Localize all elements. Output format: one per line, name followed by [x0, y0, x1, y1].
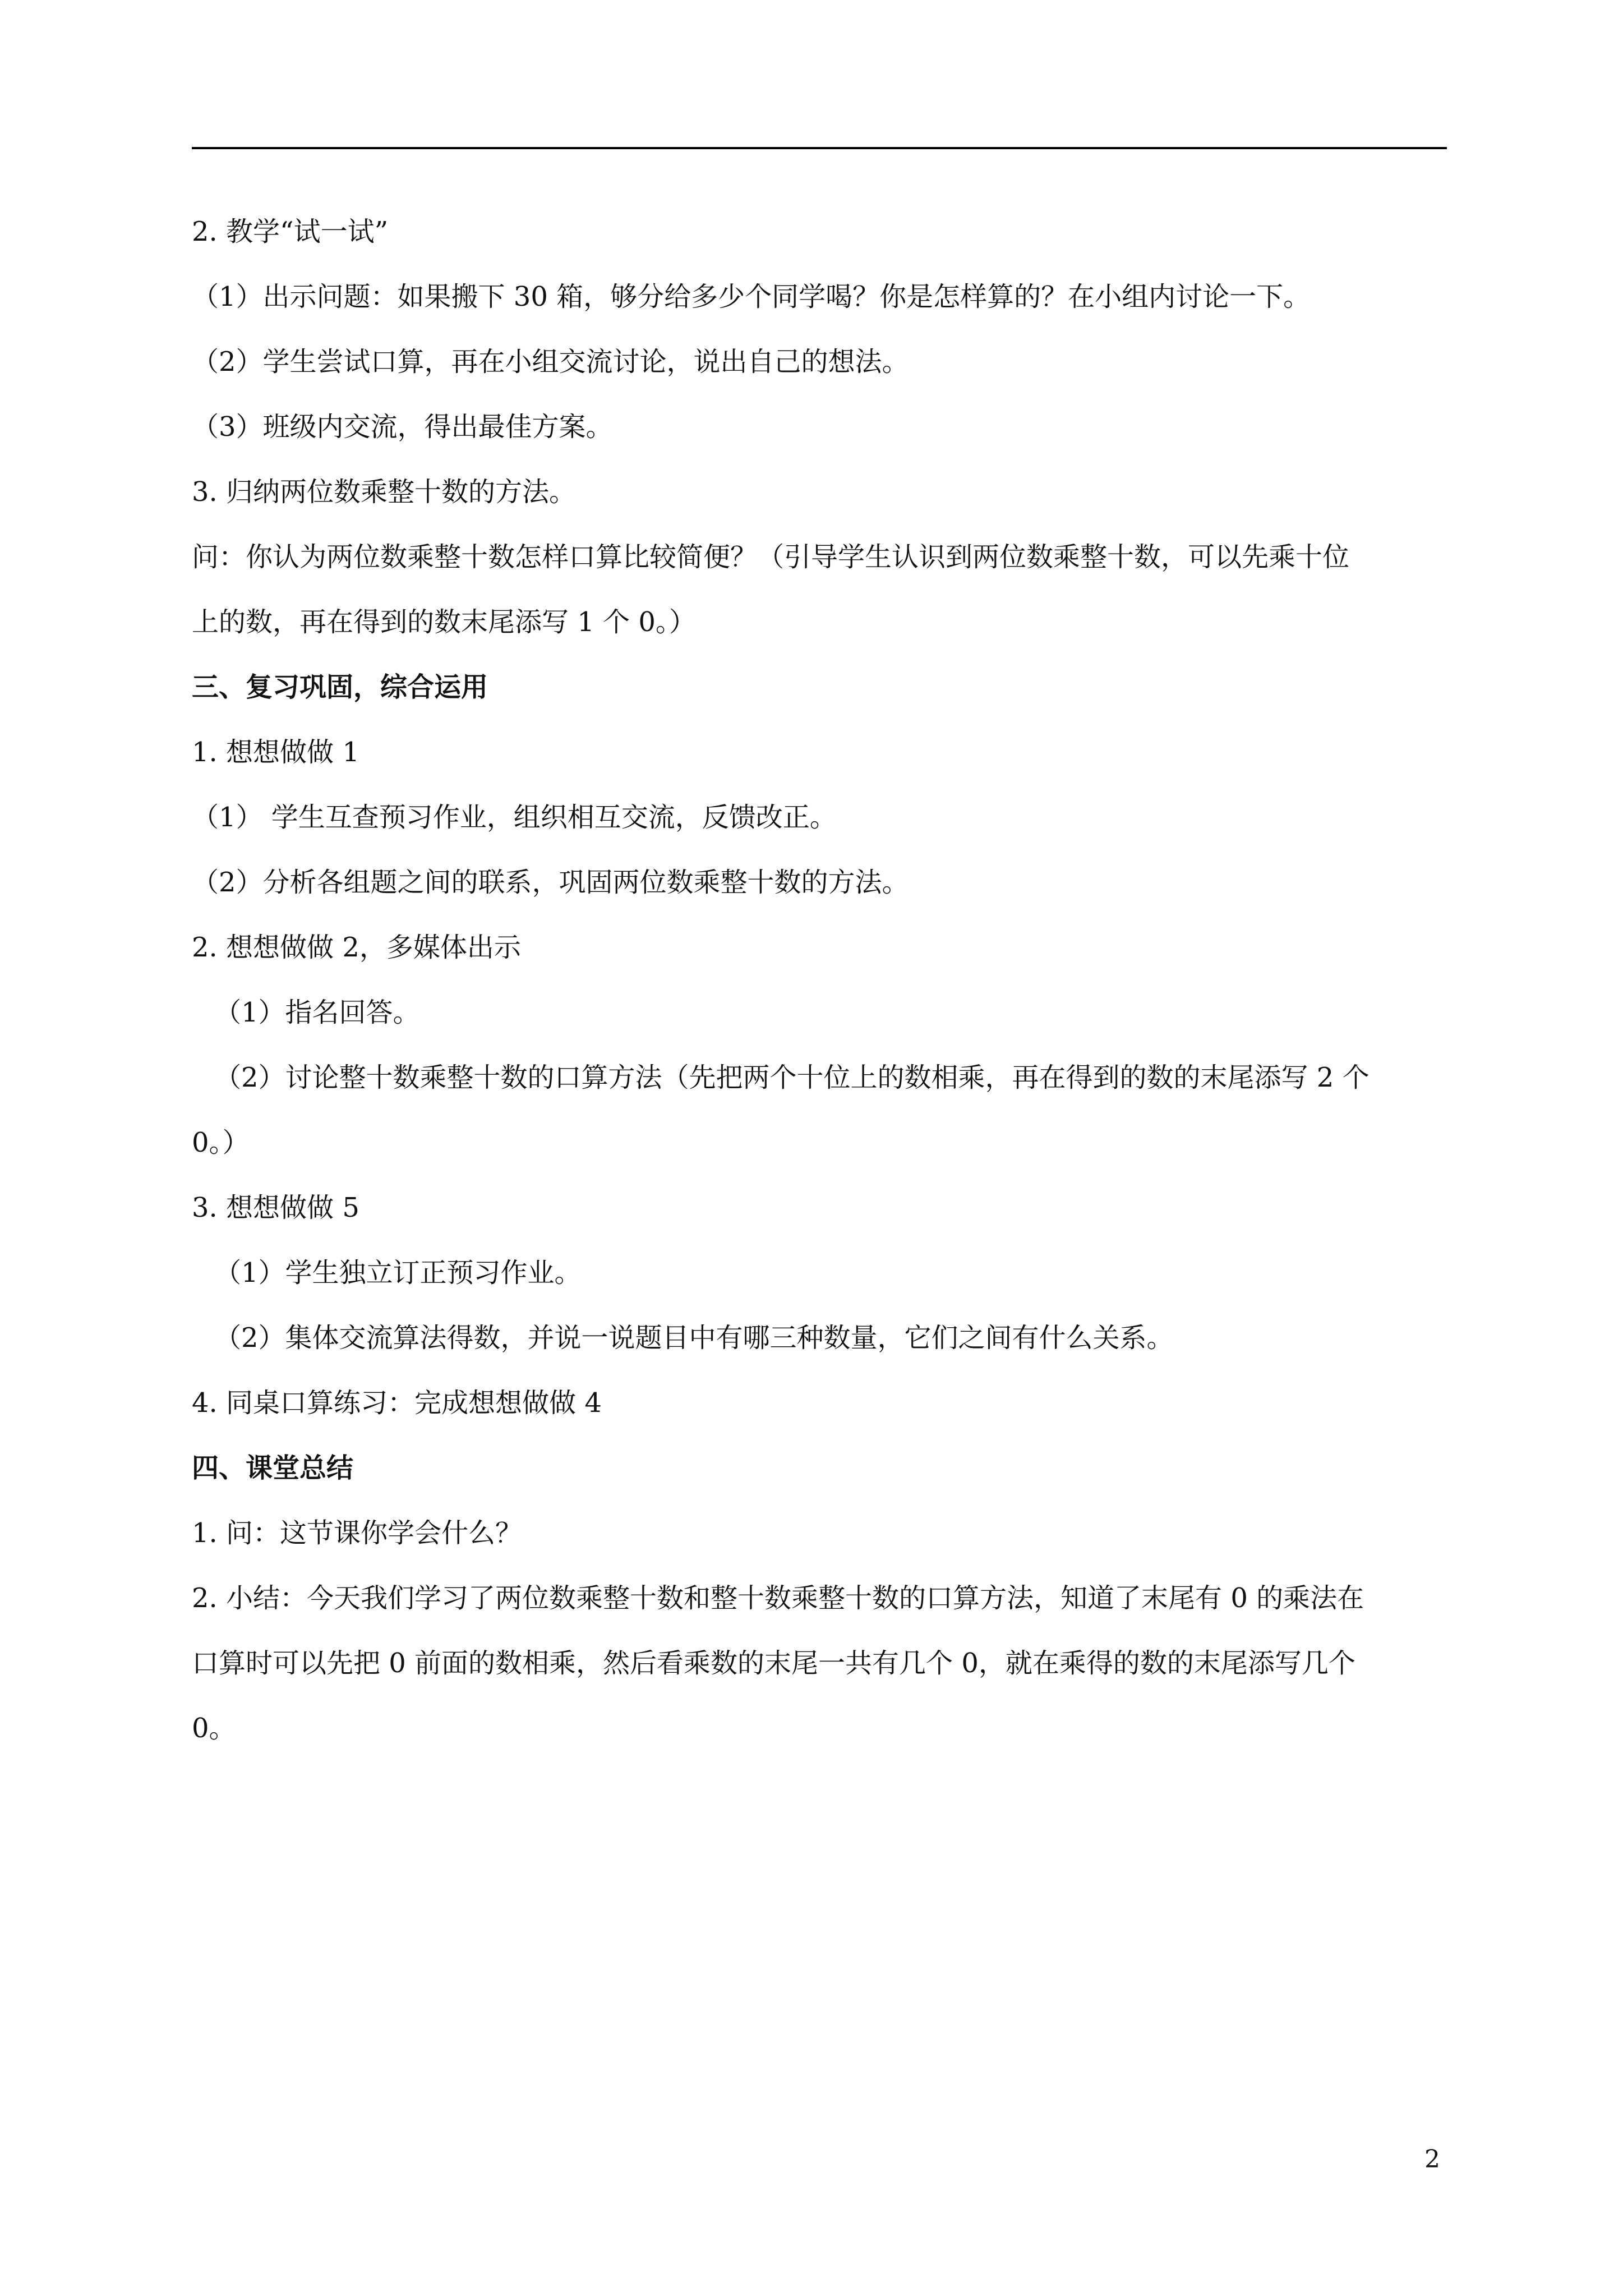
summary-line-1: 2. 小结：今天我们学习了两位数乘整十数和整十数乘整十数的口算方法，知道了末尾有 0 的乘法在 — [192, 1582, 1364, 1614]
practice-2-item-2-line-1: （2）讨论整十数乘整十数的口算方法（先把两个十位上的数相乘，再在得到的数的末尾添写 2 个 — [214, 1062, 1370, 1093]
summary-line-2: 口算时可以先把 0 前面的数相乘，然后看乘数的末尾一共有几个 0，就在乘得的数的末尾添写几个 — [192, 1648, 1355, 1679]
practice-5-item-2: （2）集体交流算法得数，并说一说题目中有哪三种数量，它们之间有什么关系。 — [214, 1322, 1174, 1354]
summary-question: 1. 问：这节课你学会什么？ — [192, 1517, 523, 1549]
step-2-item-3: （3）班级内交流，得出最佳方案。 — [192, 411, 613, 443]
section-4-heading: 四、课堂总结 — [192, 1452, 354, 1484]
practice-2-heading: 2. 想想做做 2，多媒体出示 — [192, 932, 521, 963]
practice-1-item-1: （1） 学生互查预习作业，组织相互交流，反馈改正。 — [192, 802, 837, 833]
practice-1-item-2: （2）分析各组题之间的联系，巩固两位数乘整十数的方法。 — [192, 867, 909, 898]
page-number: 2 — [1424, 2145, 1440, 2174]
section-3-heading: 三、复习巩固，综合运用 — [192, 671, 488, 703]
practice-2-item-2-line-2: 0。） — [192, 1127, 250, 1158]
practice-4-line: 4. 同桌口算练习：完成想想做做 4 — [192, 1387, 602, 1419]
practice-5-item-1: （1）学生独立订正预习作业。 — [214, 1257, 582, 1289]
step-3-heading: 3. 归纳两位数乘整十数的方法。 — [192, 476, 577, 508]
step-2-heading: 2. 教学“试一试” — [192, 216, 389, 247]
summary-line-3: 0。 — [192, 1713, 236, 1744]
question-line-1: 问：你认为两位数乘整十数怎样口算比较简便？（引导学生认识到两位数乘整十数，可以先乘十位 — [192, 541, 1350, 573]
practice-5-heading: 3. 想想做做 5 — [192, 1192, 359, 1223]
step-2-item-1: （1）出示问题：如果搬下 30 箱，够分给多少个同学喝？你是怎样算的？在小组内讨论一下。 — [192, 281, 1311, 312]
practice-1-heading: 1. 想想做做 1 — [192, 737, 359, 768]
practice-2-item-1: （1）指名回答。 — [214, 997, 420, 1028]
step-2-item-2: （2）学生尝试口算，再在小组交流讨论，说出自己的想法。 — [192, 346, 909, 378]
header-rule — [192, 147, 1447, 149]
question-line-2: 上的数，再在得到的数末尾添写 1 个 0。） — [192, 606, 696, 638]
document-body — [192, 199, 1447, 1761]
